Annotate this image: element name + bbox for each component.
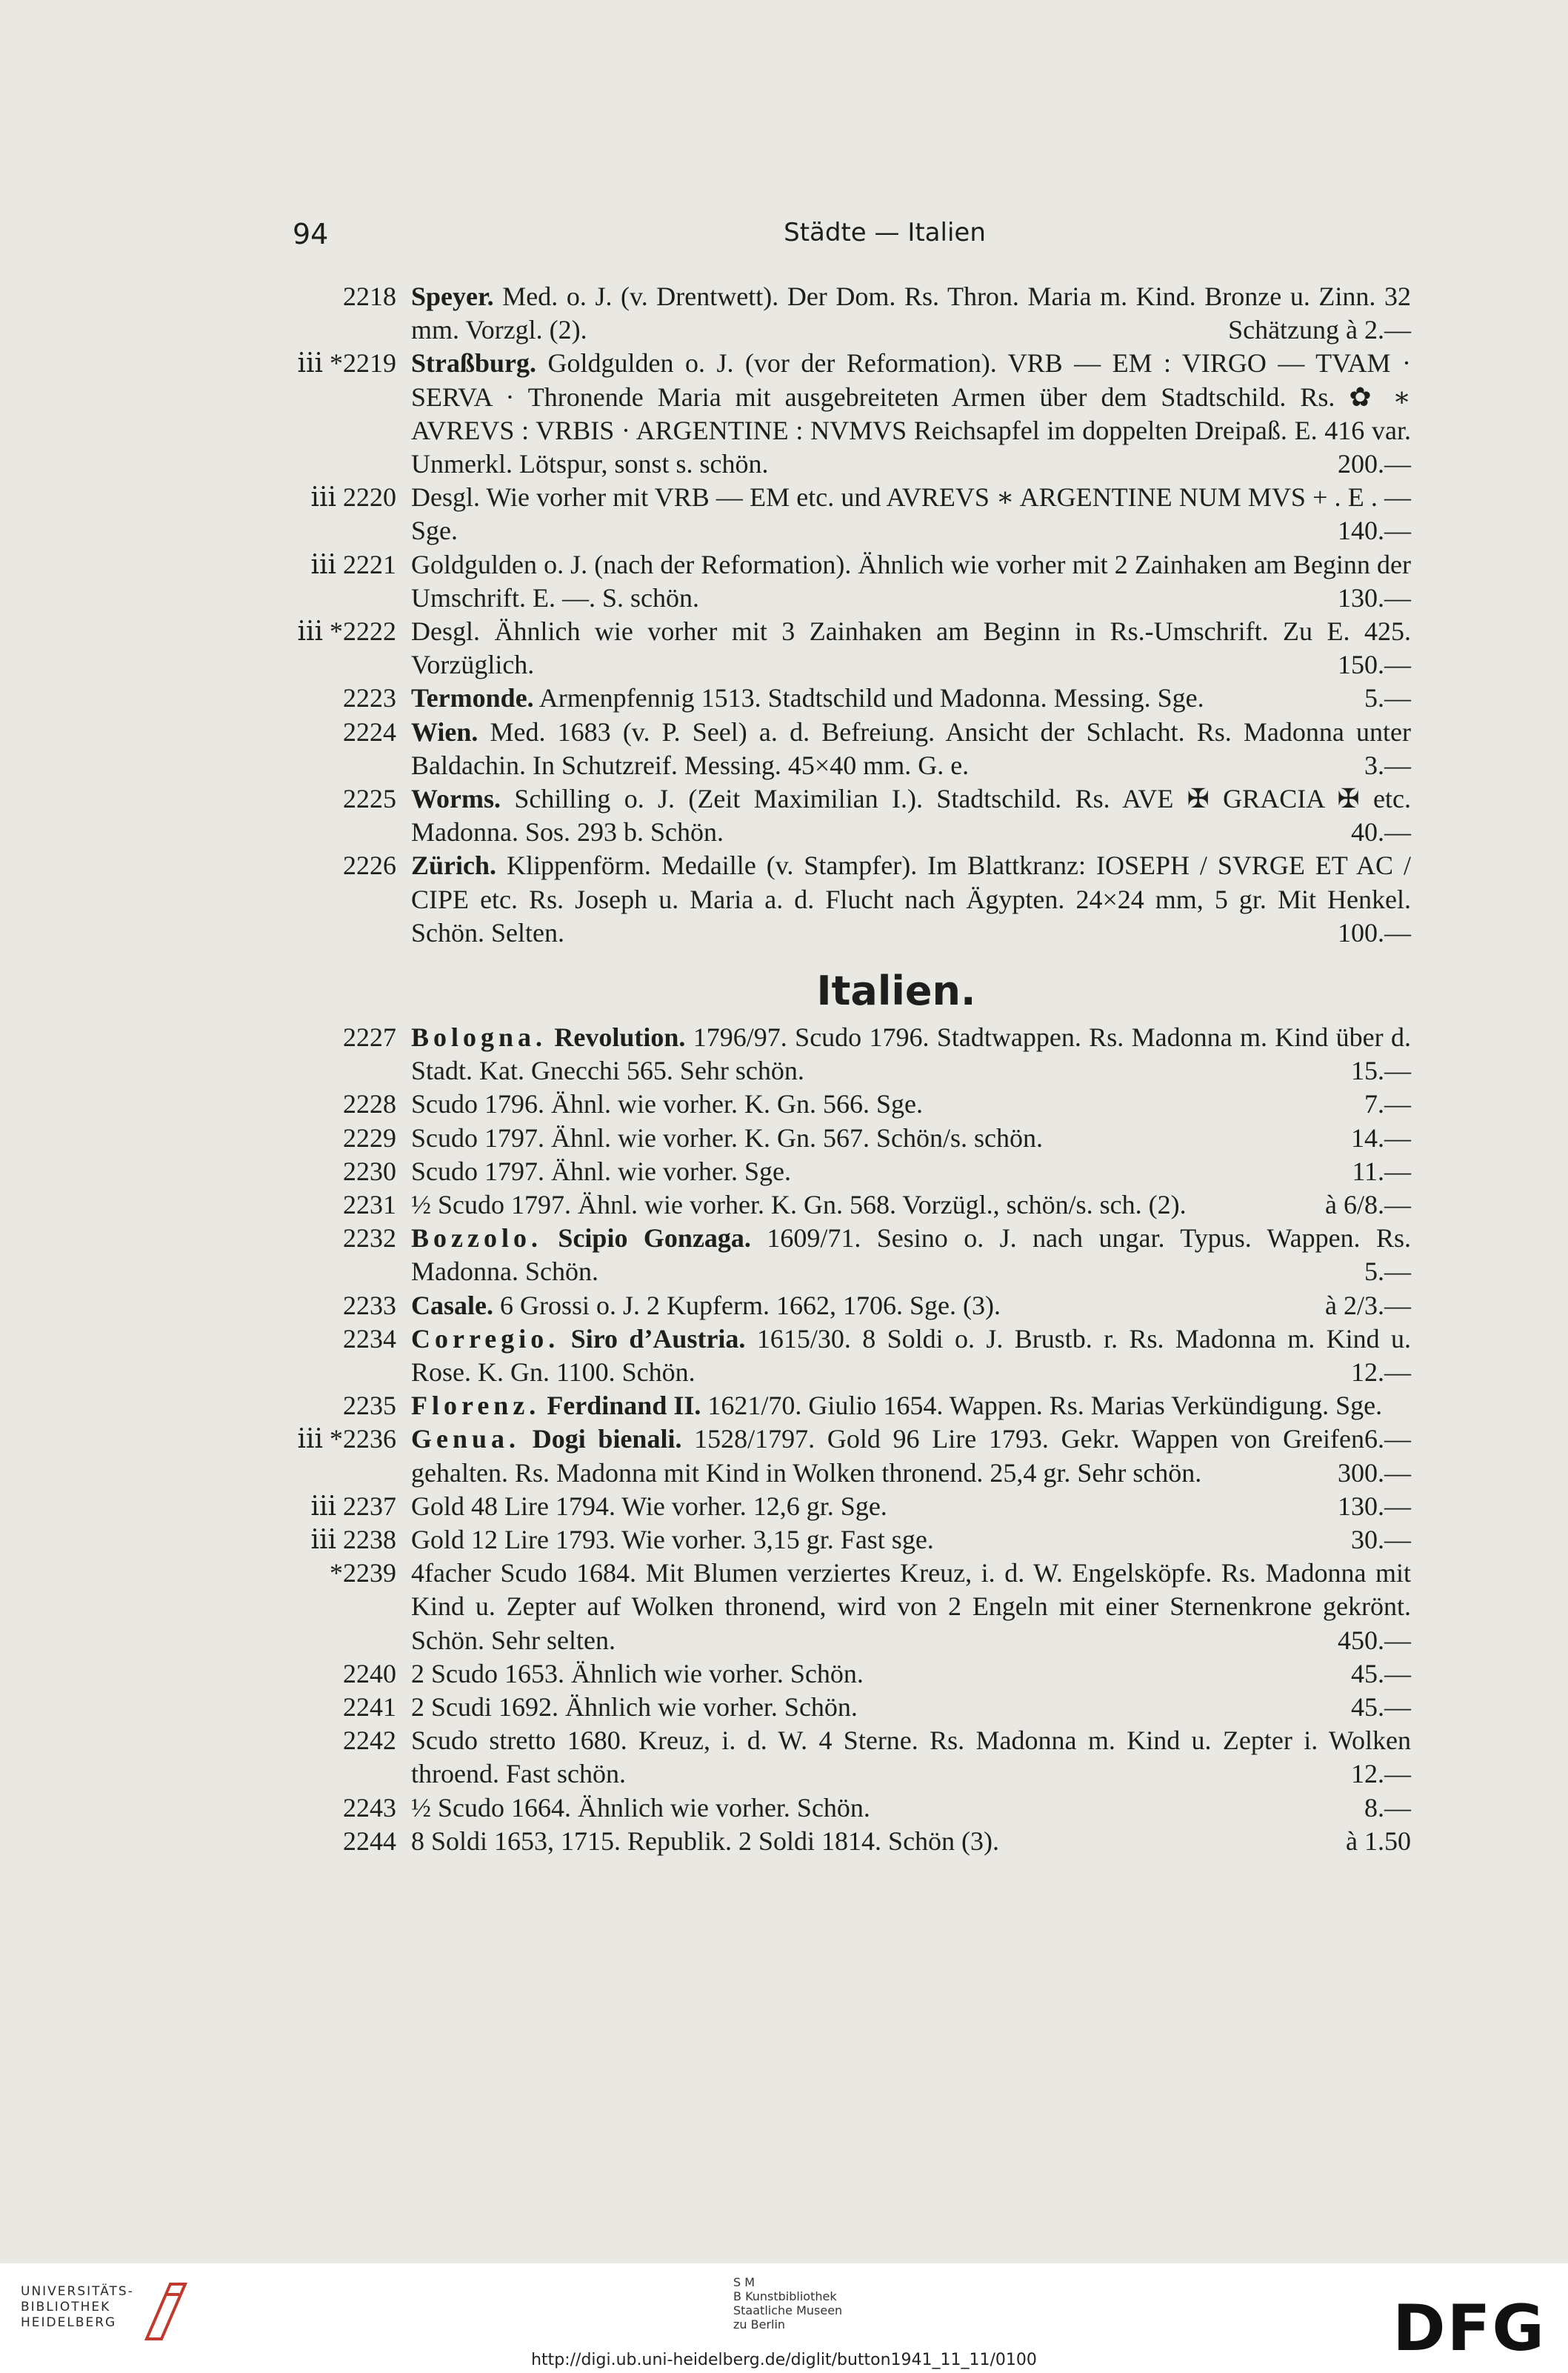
catalog-entry — [293, 1724, 1411, 1791]
entry-description — [411, 1021, 1411, 1088]
page-number: 94 — [293, 218, 329, 250]
entry-text: Scudo stretto 1680. Kreuz, i. d. W. 4 Sterne. Rs. Madonna m. Kind u. Zepter i. Wolken throend. Fast schön. — [411, 1725, 1411, 1789]
entry-description — [411, 849, 1411, 950]
entry-description — [411, 1289, 1411, 1322]
entry-place: Bozzolo. — [411, 1223, 542, 1254]
entry-price: 5.— — [1364, 683, 1411, 713]
entry-price: 30.— — [1351, 1525, 1411, 1555]
entry-text: Goldgulden o. J. (nach der Reformation). Ähnlich wie vorher mit 2 Zainhaken am Beginn der Umschrift. E. —. S. schön. — [411, 549, 1411, 613]
entry-description — [411, 1188, 1411, 1222]
entry-place: Corregio. — [411, 1323, 560, 1354]
entry-price: à 6/8.— — [1325, 1190, 1411, 1220]
lot-number: *2239 — [330, 1558, 396, 1588]
entry-description — [411, 1490, 1411, 1523]
entry-text: ½ Scudo 1797. Ähnl. wie vorher. K. Gn. 568. Vorzügl., schön/s. sch. (2). — [411, 1190, 1187, 1220]
entry-description — [411, 1155, 1411, 1188]
entry-price: 150.— — [1338, 650, 1411, 680]
entry-description — [411, 1557, 1411, 1657]
entry-text: Scudo 1797. Ähnl. wie vorher. Sge. — [411, 1156, 791, 1186]
catalog-entry — [293, 1657, 1411, 1691]
lot-number: 2240 — [343, 1658, 396, 1688]
entry-price: à 2/3.— — [1325, 1290, 1411, 1320]
lot-number: 2224 — [343, 716, 396, 747]
entry-place: Speyer. — [411, 282, 494, 311]
entry-ruler: Revolution. — [554, 1022, 686, 1052]
entry-ruler: Dogi bienali. — [532, 1424, 682, 1454]
entry-price: 200.— — [1338, 449, 1411, 479]
entry-ruler: Ferdinand II. — [547, 1391, 701, 1421]
entry-price: à 1.50 — [1346, 1825, 1411, 1856]
entry-price: 15.— — [1351, 1056, 1411, 1086]
lot-number: ⅲ *2222 — [297, 616, 396, 647]
lot-number: 2223 — [343, 683, 396, 713]
entry-description — [411, 1724, 1411, 1791]
entry-price: Schätzung à 2.— — [1228, 315, 1411, 345]
entry-price: 14.— — [1351, 1122, 1411, 1153]
entry-text: 1796/97. Scudo 1796. Stadtwappen. Rs. Madonna m. Kind über d. Stadt. Kat. Gnecchi 565. Sehr schön. — [411, 1022, 1412, 1086]
entry-price: 7.— — [1364, 1089, 1411, 1119]
lot-number: 2242 — [343, 1725, 396, 1756]
catalog-entry — [293, 1523, 1411, 1557]
entry-description — [411, 1825, 1411, 1858]
entry-text: Desgl. Ähnlich wie vorher mit 3 Zainhaken am Beginn in Rs.-Umschrift. Zu E. 425. Vorzüglich. — [411, 616, 1411, 680]
entry-text: Klippenförm. Medaille (v. Stampfer). Im Blattkranz: IOSEPH / SVRGE ET AC / CIPE etc. Rs. Joseph u. Maria a. d. Flucht nach Ägypten. 24×24 mm, 5 gr. Mit Henkel. Schön. Selten. — [411, 851, 1412, 948]
lot-number: 2232 — [343, 1223, 396, 1254]
catalog-entry — [293, 1322, 1411, 1389]
catalog-entry — [293, 615, 1411, 682]
entry-ruler: Scipio Gonzaga. — [558, 1223, 751, 1254]
entry-place: Zürich. — [411, 851, 497, 881]
catalog-entry — [293, 1422, 1411, 1489]
lot-number: 2228 — [343, 1089, 396, 1119]
lot-number: 2218 — [343, 282, 396, 311]
catalog-entry — [293, 782, 1411, 849]
entry-text: 1609/71. Sesino o. J. nach ungar. Typus. Wappen. Rs. Madonna. Schön. — [411, 1223, 1411, 1287]
entry-place: Florenz. — [411, 1391, 541, 1421]
entry-description — [411, 1088, 1411, 1121]
entry-price: 8.— — [1364, 1792, 1411, 1823]
entry-price: 100.— — [1338, 917, 1411, 948]
lot-number: 2243 — [343, 1792, 396, 1823]
section-title-italien: Italien. — [816, 968, 976, 1014]
catalog-entry — [293, 1188, 1411, 1222]
entry-text: Gold 12 Lire 1793. Wie vorher. 3,15 gr. Fast sge. — [411, 1525, 934, 1555]
lot-number: 2241 — [343, 1692, 396, 1723]
entry-price: 40.— — [1351, 817, 1411, 848]
entry-text: 1621/70. Giulio 1654. Wappen. Rs. Marias Verkündigung. Sge. — [701, 1391, 1383, 1421]
entry-text: Desgl. Wie vorher mit VRB — EM etc. und AVREVS ∗ ARGENTINE NUM MVS + . E . — Sge. — [411, 482, 1411, 546]
catalog-entry — [293, 1155, 1411, 1188]
entry-place: Genua. — [411, 1424, 521, 1454]
catalog-entry — [293, 1289, 1411, 1322]
dfg-logo[interactable]: DFG — [1392, 2292, 1546, 2366]
lot-number: 2235 — [343, 1391, 396, 1421]
catalog-entry — [293, 1791, 1411, 1825]
entry-price: 300.— — [1338, 1457, 1411, 1488]
entry-place: Worms. — [411, 784, 501, 814]
catalog-entry — [293, 1222, 1411, 1288]
entry-ruler: Siro d’Austria. — [570, 1323, 746, 1354]
entry-text: Schilling o. J. (Zeit Maximilian I.). Stadtschild. Rs. AVE ✠ GRACIA ✠ etc. Madonna. Sos. 293 b. Schön. — [411, 784, 1411, 848]
entry-text: Scudo 1797. Ähnl. wie vorher. K. Gn. 567. Schön/s. schön. — [411, 1122, 1043, 1153]
entry-text: 2 Scudi 1692. Ähnlich wie vorher. Schön. — [411, 1692, 858, 1723]
entry-description — [411, 1523, 1411, 1557]
entry-description — [411, 347, 1411, 481]
entry-description — [411, 1322, 1411, 1389]
entry-price: 130.— — [1338, 582, 1411, 613]
entry-description — [411, 682, 1411, 715]
lot-number: 2225 — [343, 784, 396, 814]
entry-text: 2 Scudo 1653. Ähnlich wie vorher. Schön. — [411, 1658, 864, 1688]
entry-description — [411, 1222, 1411, 1288]
lot-number: ⅲ 2221 — [310, 549, 396, 579]
catalog-entry — [293, 1490, 1411, 1523]
page-title: Städte — Italien — [784, 218, 986, 247]
entry-description — [411, 1122, 1411, 1155]
catalog-entry — [293, 1557, 1411, 1657]
catalog-entry — [293, 682, 1411, 715]
entry-text: Armenpfennig 1513. Stadtschild und Madonna. Messing. Sge. — [538, 683, 1204, 713]
entry-description — [411, 1791, 1411, 1825]
lot-number: 2234 — [343, 1323, 396, 1354]
entry-description — [411, 481, 1411, 548]
catalog-entry — [293, 1088, 1411, 1121]
catalog-entry — [293, 1122, 1411, 1155]
entry-price: 140.— — [1338, 516, 1411, 546]
viewer-footer — [0, 2263, 1568, 2373]
entry-text: 6 Grossi o. J. 2 Kupferm. 1662, 1706. Sge. (3). — [500, 1290, 1001, 1320]
entry-place: Straßburg. — [411, 348, 537, 379]
entry-place: Termonde. — [411, 683, 534, 713]
entry-description — [411, 615, 1411, 682]
lot-number: ⅲ 2238 — [310, 1525, 396, 1555]
entry-price: 3.— — [1364, 750, 1411, 780]
entry-text: Goldgulden o. J. (vor der Reformation). VRB — EM : VIRGO — TVAM · SERVA · Thronende Maria mit ausgebreiteten Armen über dem Stadtschild. Rs. ✿ ∗ AVREVS : VRBIS · ARGENTINE : NVMVS Reichsapfel im doppelten Dreipaß. E. 416 var. Unmerkl. Lötspur, sonst s. schön. — [411, 348, 1411, 479]
entry-description — [411, 280, 1411, 347]
lot-number: 2229 — [343, 1122, 396, 1153]
entry-price: 45.— — [1351, 1658, 1411, 1688]
entry-text: 1615/30. 8 Soldi o. J. Brustb. r. Rs. Madonna m. Kind u. Rose. K. Gn. 1100. Schön. — [411, 1323, 1412, 1388]
lot-number: 2233 — [343, 1290, 396, 1320]
entry-place: Bologna. — [411, 1022, 547, 1052]
catalog-entry — [293, 1691, 1411, 1724]
catalog-entry — [293, 849, 1411, 950]
entry-description — [411, 782, 1411, 849]
catalog-entry — [293, 280, 1411, 347]
catalog-entry — [293, 1021, 1411, 1088]
lot-number: 2231 — [343, 1190, 396, 1220]
entry-text: Med. 1683 (v. P. Seel) a. d. Befreiung. Ansicht der Schlacht. Rs. Madonna unter Baldachin. In Schutzreif. Messing. 45×40 mm. G. e. — [411, 716, 1411, 780]
entry-price: 12.— — [1351, 1759, 1411, 1789]
catalog-entries-staedte — [293, 280, 1411, 950]
catalog-entry — [293, 347, 1411, 481]
lot-number: 2226 — [343, 851, 396, 881]
entry-price: 450.— — [1338, 1625, 1411, 1655]
entry-price: 5.— — [1364, 1257, 1411, 1287]
lot-number: ⅲ *2219 — [297, 348, 396, 379]
entry-description — [411, 548, 1411, 615]
entry-text: 4facher Scudo 1684. Mit Blumen verziertes Kreuz, i. d. W. Engelsköpfe. Rs. Madonna mit Kind u. Zepter auf Wolken thronend, wird von 2 Engeln mit einer Sternenkrone gekrönt. Schön. Sehr selten. — [411, 1558, 1411, 1655]
lot-number: 2244 — [343, 1825, 396, 1856]
entry-price: 45.— — [1351, 1692, 1411, 1723]
entry-description — [411, 1422, 1411, 1489]
lot-number: 2227 — [343, 1022, 396, 1052]
entry-price: 11.— — [1352, 1156, 1411, 1186]
entry-text: Med. o. J. (v. Drentwett). Der Dom. Rs. Thron. Maria m. Kind. Bronze u. Zinn. 32 mm. Vorzgl. (2). — [411, 282, 1411, 345]
smb-kunstbibliothek-logo[interactable]: S M B Kunstbibliothek Staatliche Museen zu Berlin — [733, 2275, 843, 2332]
lot-number: ⅲ 2237 — [310, 1491, 396, 1521]
entry-text: Scudo 1796. Ähnl. wie vorher. K. Gn. 566. Sge. — [411, 1089, 923, 1119]
entry-place: Wien. — [411, 716, 478, 747]
catalog-entry — [293, 1825, 1411, 1858]
catalog-entry — [293, 716, 1411, 782]
permalink-url[interactable]: http://digi.ub.uni-heidelberg.de/diglit/button1941_11_11/0100 — [531, 2351, 1037, 2369]
entry-text: 8 Soldi 1653, 1715. Republik. 2 Soldi 1814. Schön (3). — [411, 1825, 1000, 1856]
lot-number: ⅲ *2236 — [297, 1424, 396, 1454]
entry-description — [411, 1657, 1411, 1691]
entry-place: Casale. — [411, 1290, 493, 1320]
entry-text: 1528/1797. Gold 96 Lire 1793. Gekr. Wappen von Greifen gehalten. Rs. Madonna mit Kind in Wolken thronend. 25,4 gr. Sehr schön. — [411, 1424, 1365, 1488]
catalog-entry — [293, 481, 1411, 548]
lot-number: 2230 — [343, 1156, 396, 1186]
university-library-logo[interactable]: UNIVERSITÄTS- BIBLIOTHEK HEIDELBERG — [21, 2284, 134, 2330]
entry-description — [411, 1691, 1411, 1724]
running-head — [293, 218, 1395, 255]
catalog-entries-italien — [293, 1021, 1411, 1858]
entry-price: 6.— — [1364, 1424, 1411, 1454]
entry-text: ½ Scudo 1664. Ähnlich wie vorher. Schön. — [411, 1792, 870, 1823]
entry-text: Gold 48 Lire 1794. Wie vorher. 12,6 gr. Sge. — [411, 1491, 887, 1521]
entry-price: 130.— — [1338, 1491, 1411, 1521]
entry-price: 12.— — [1351, 1357, 1411, 1388]
lot-number: ⅲ 2220 — [310, 482, 396, 513]
entry-description — [411, 716, 1411, 782]
catalog-entry — [293, 548, 1411, 615]
university-emblem-icon — [141, 2278, 193, 2345]
